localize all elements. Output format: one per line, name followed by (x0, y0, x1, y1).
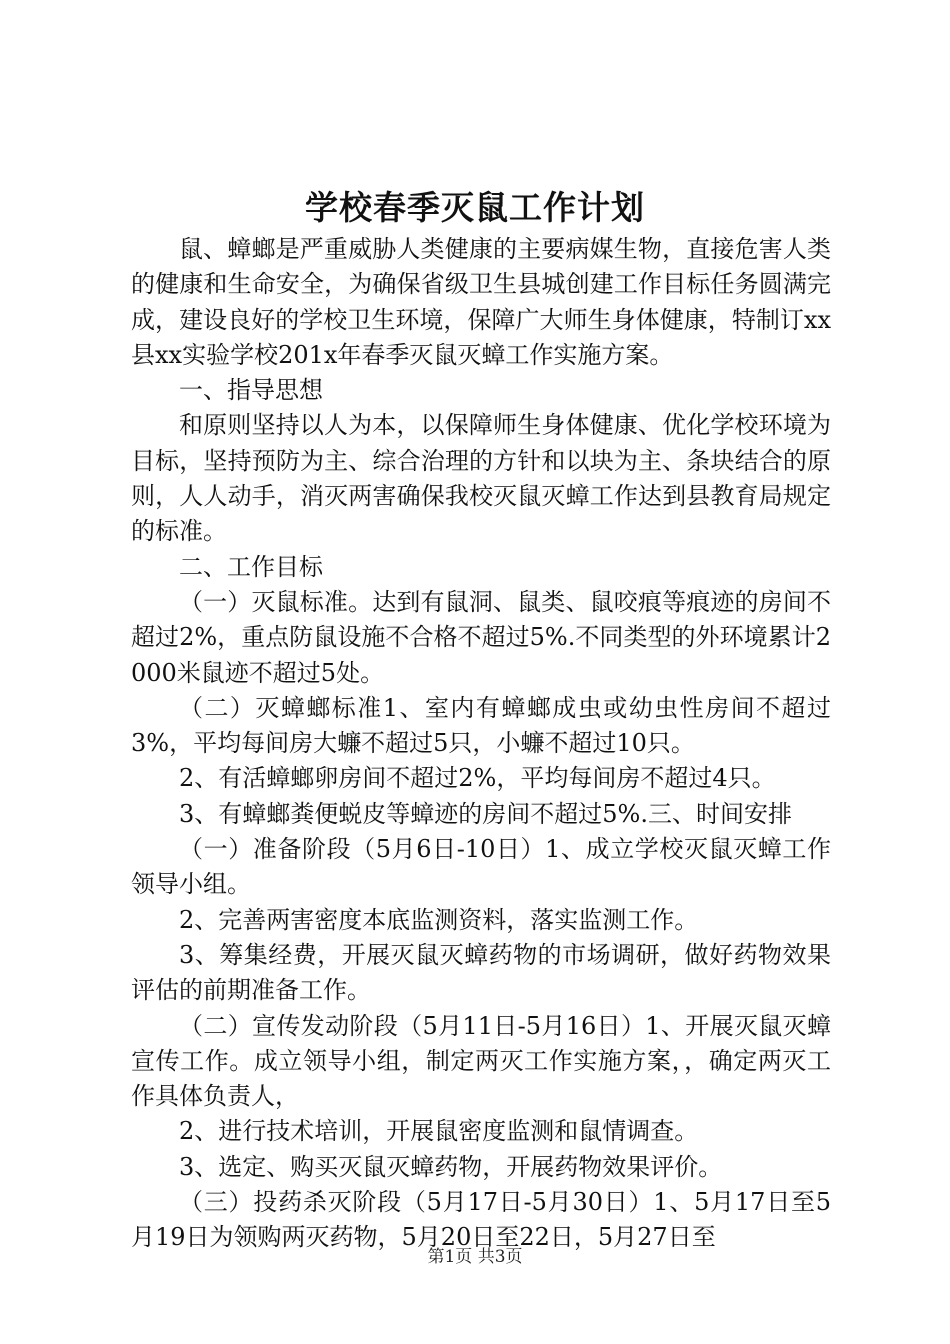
paragraph-publicity-drugs: 3、选定、购买灭鼠灭蟑药物，开展药物效果评价。 (179, 1152, 723, 1181)
paragraph-publicity-stage: （二）宣传发动阶段（5月11日-5月16日）1、开展灭鼠灭蟑宣传工作。成立领导小组，制定两灭工作实施方案，，确定两灭工作具体负责人， (131, 1011, 831, 1111)
paragraph-prep-funding: 3、筹集经费，开展灭鼠灭蟑药物的市场调研，做好药物效果评估的前期准备工作。 (131, 940, 831, 1005)
paragraph-cockroach-traces: 3、有蟑螂粪便蜕皮等蟑迹的房间不超过5%.三、时间安排 (179, 799, 792, 828)
paragraph-cockroach-eggs: 2、有活蟑螂卵房间不超过2%，平均每间房不超过4只。 (179, 764, 776, 793)
document-title: 学校春季灭鼠工作计划 (305, 188, 645, 227)
heading-guiding-ideology: 一、指导思想 (179, 376, 323, 405)
paragraph-intro: 鼠、蟑螂是严重威胁人类健康的主要病媒生物，直接危害人类的健康和生命安全，为确保省级卫生县城创建工作目标任务圆满完成，建设良好的学校卫生环境，保障广大师生身体健康，特制订xx县xx实验学校201x年春季灭鼠灭蟑工作实施方案。 (131, 235, 831, 369)
document-body (131, 232, 831, 1256)
paragraph-baiting-stage: （三）投药杀灭阶段（5月17日-5月30日）1、5月17日至5月19日为领购两灭药物，5月20日至22日，5月27日至 (131, 1188, 831, 1252)
heading-work-goals: 二、工作目标 (179, 552, 323, 581)
paragraph-prep-stage: （一）准备阶段（5月6日-10日）1、成立学校灭鼠灭蟑工作领导小组。 (131, 835, 831, 899)
paragraph-prep-monitoring: 2、完善两害密度本底监测资料，落实监测工作。 (179, 905, 699, 934)
page-footer: 第1页 共3页 (427, 1247, 523, 1267)
paragraph-rodent-standard: （一）灭鼠标准。达到有鼠洞、鼠类、鼠咬痕等痕迹的房间不超过2%，重点防鼠设施不合格不超过5%.不同类型的外环境累计2000米鼠迹不超过5处。 (131, 587, 831, 687)
paragraph-publicity-training: 2、进行技术培训，开展鼠密度监测和鼠情调查。 (179, 1117, 699, 1146)
paragraph-principles: 和原则坚持以人为本，以保障师生身体健康、优化学校环境为目标，坚持预防为主、综合治理的方针和以块为主、条块结合的原则，人人动手，消灭两害确保我校灭鼠灭蟑工作达到县教育局规定的标准。 (131, 411, 831, 546)
paragraph-cockroach-standard: （二）灭蟑螂标准1、室内有蟑螂成虫或幼虫性房间不超过3%，平均每间房大蠊不超过5只，小蠊不超过10只。 (131, 693, 831, 758)
